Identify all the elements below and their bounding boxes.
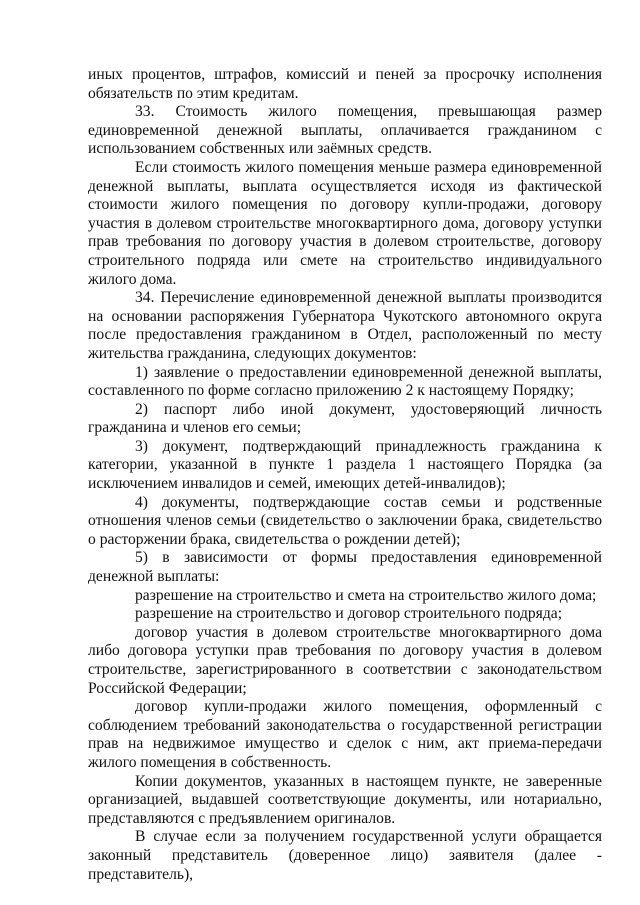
list-item-1-application: 1) заявление о предоставлении единовременной денежной выплаты, составленного по форме согласно приложению 2 к настоящему Порядку; — [88, 363, 602, 400]
paragraph-continuation-credits: иных процентов, штрафов, комиссий и пеней за просрочку исполнения обязательств по этим кредитам. — [88, 66, 602, 102]
list-item-2-passport: 2) паспорт либо иной документ, удостоверяющий личность гражданина и членов его семьи; — [88, 400, 602, 437]
list-item-5-payment-form: 5) в зависимости от формы предоставления единовременной денежной выплаты: — [88, 549, 602, 586]
subitem-shared-construction: договор участия в долевом строительстве многоквартирного дома либо договора уступки прав требования по договору участия в долевом строительстве, зарегистрированного в соответствии с законодательством Российской Федерации; — [88, 623, 602, 697]
paragraph-item-33: 33. Стоимость жилого помещения, превышающая размер единовременной денежной выплаты, оплачивается гражданином с использованием собственных или заёмных средств. — [88, 103, 602, 158]
paragraph-representative: В случае если за получением государственной услуги обращается законный представитель (доверенное лицо) заявителя (далее - представитель), — [88, 828, 602, 883]
document-page — [88, 66, 602, 884]
paragraph-cost-less: Если стоимость жилого помещения меньше размера единовременной денежной выплаты, выплата осуществляется исходя из фактической стоимости жилого помещения по договору купли-продажи, договору участия в долевом строительстве многоквартирного дома, договору уступки прав требования по договору участия в долевом строительстве, договору строительного подряда или смете на строительство индивидуального жилого дома. — [88, 158, 602, 288]
paragraph-copies: Копии документов, указанных в настоящем пункте, не заверенные организацией, выдавшей соответствующие документы, или нотариально, представляются с предъявлением оригиналов. — [88, 772, 602, 827]
subitem-purchase-contract: договор купли-продажи жилого помещения, оформленный с соблюдением требований законодательства о государственной регистрации прав на недвижимое имущество и сделок с ним, акт приема-передачи жилого помещения в собственность. — [88, 698, 602, 771]
list-item-4-family-documents: 4) документы, подтверждающие состав семьи и родственные отношения членов семьи (свидетельство о заключении брака, свидетельство о расторжении брака, свидетельства о рождении детей); — [88, 493, 602, 548]
subitem-construction-estimate: разрешение на строительство и смета на строительство жилого дома; — [135, 586, 597, 604]
paragraph-item-34: 34. Перечисление единовременной денежной выплаты производится на основании распоряжения Губернатора Чукотского автономного округа после предоставления гражданином в Отдел, расположенный по месту жительства гражданина, следующих документов: — [88, 289, 602, 362]
subitem-construction-contract: разрешение на строительство и договор строительного подряда; — [135, 605, 563, 623]
list-item-3-category-document: 3) документ, подтверждающий принадлежность гражданина к категории, указанной в пункте 1 раздела 1 настоящего Порядка (за исключением инвалидов и семей, имеющих детей-инвалидов); — [88, 437, 602, 493]
